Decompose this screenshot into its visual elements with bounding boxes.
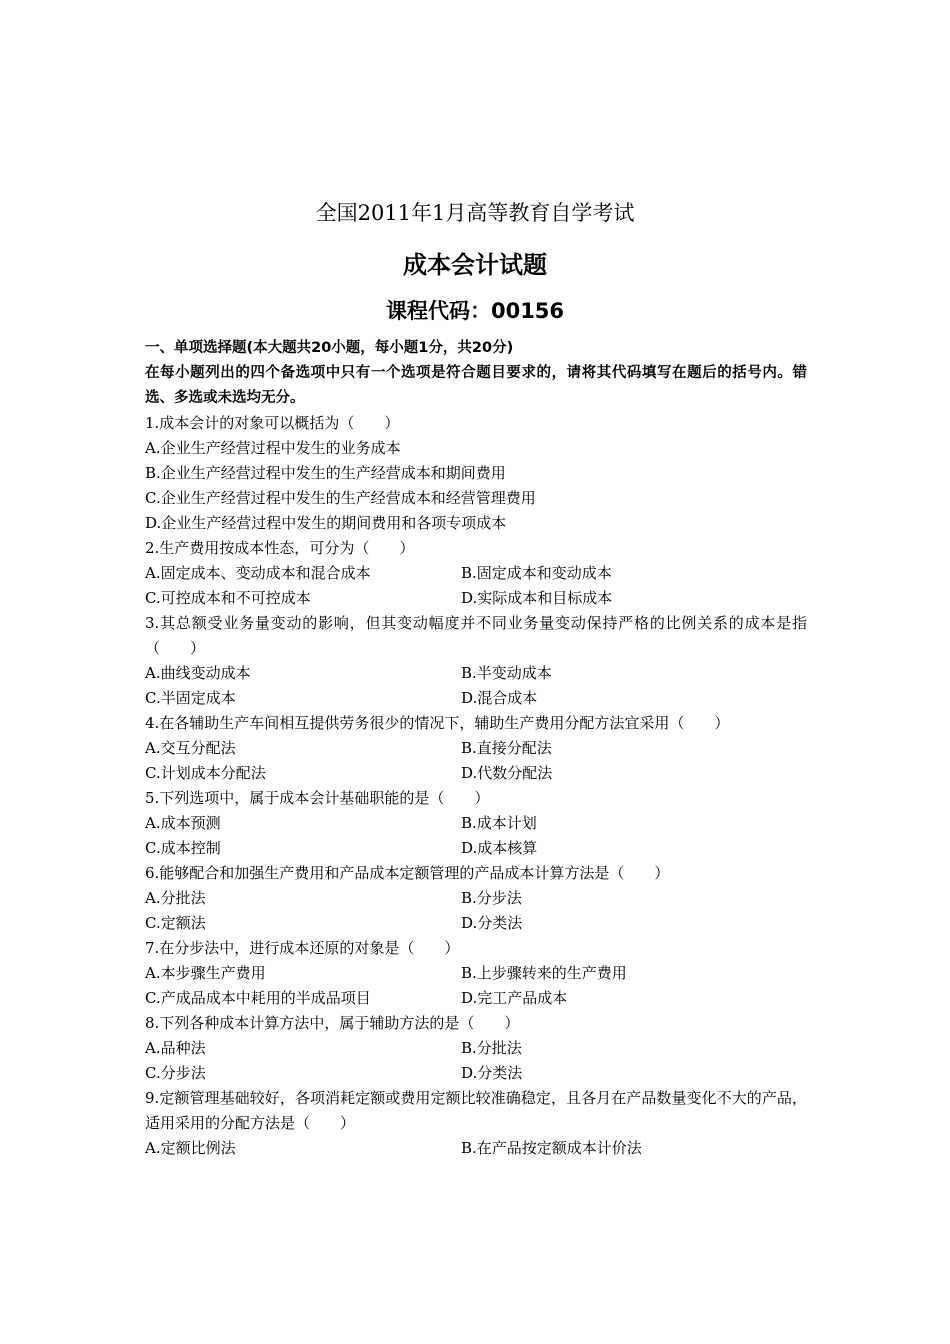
option-row [145,661,807,686]
option-c: C.计划成本分配法 [145,764,266,782]
option-row [145,1061,807,1086]
option-a: A.固定成本、变动成本和混合成本 [145,564,371,582]
option-c: C.产成品成本中耗用的半成品项目 [145,989,371,1007]
option-row [145,761,807,786]
option-d: D.完工产品成本 [461,989,568,1007]
option-row [145,811,807,836]
option-a: A.品种法 [145,1039,206,1057]
option-b: B.半变动成本 [461,664,552,682]
option-c: C.成本控制 [145,839,221,857]
option-row [145,836,807,861]
option-row [145,886,807,911]
question-stem: 1.成本会计的对象可以概括为（ ） [145,414,400,432]
option-row [145,736,807,761]
question-stem: 8.下列各种成本计算方法中，属于辅助方法的是（ ） [145,1014,520,1032]
question-stem: 3.其总额受业务量变动的影响，但其变动幅度并不同业务量变动保持严格的比例关系的成本是指（ ） [145,614,807,657]
option-a: A.交互分配法 [145,739,236,757]
option-b: B.分批法 [461,1039,522,1057]
subject-title: 成本会计试题 [403,251,547,279]
option-d: D.代数分配法 [461,764,553,782]
option-b: B.企业生产经营过程中发生的生产经营成本和期间费用 [145,464,506,482]
question-stem: 5.下列选项中，属于成本会计基础职能的是（ ） [145,789,490,807]
option-b: B.分步法 [461,889,522,907]
exam-content [145,336,807,1161]
option-d: D.混合成本 [461,689,538,707]
option-a: A.定额比例法 [145,1139,236,1157]
option-d: D.实际成本和目标成本 [461,589,613,607]
option-b: B.固定成本和变动成本 [461,564,612,582]
option-c: C.可控成本和不可控成本 [145,589,311,607]
option-a: A.本步骤生产费用 [145,964,266,982]
section-instructions: 在每小题列出的四个备选项中只有一个选项是符合题目要求的，请将其代码填写在题后的括号内。错选、多选或未选均无分。 [145,365,807,406]
option-row [145,986,807,1011]
option-row [145,561,807,586]
option-a: A.分批法 [145,889,206,907]
option-c: C.分步法 [145,1064,206,1082]
option-b: B.成本计划 [461,814,537,832]
question-stem: 6.能够配合和加强生产费用和产品成本定额管理的产品成本计算方法是（ ） [145,864,670,882]
option-d: D.分类法 [461,1064,523,1082]
option-c: C.企业生产经营过程中发生的生产经营成本和经营管理费用 [145,489,536,507]
option-a: A.成本预测 [145,814,221,832]
option-d: D.分类法 [461,914,523,932]
option-row [145,1136,807,1161]
option-c: C.定额法 [145,914,206,932]
option-d: D.企业生产经营过程中发生的期间费用和各项专项成本 [145,514,507,532]
question-stem: 4.在各辅助生产车间相互提供劳务很少的情况下，辅助生产费用分配方法宜采用（ ） [145,714,730,732]
course-code: 课程代码：00156 [385,299,565,323]
option-d: D.成本核算 [461,839,538,857]
option-b: B.直接分配法 [461,739,552,757]
exam-title: 全国2011年1月高等教育自学考试 [315,201,635,225]
option-b: B.在产品按定额成本计价法 [461,1139,642,1157]
option-row [145,586,807,611]
question-stem: 9.定额管理基础较好，各项消耗定额或费用定额比较准确稳定，且各月在产品数量变化不大的产品，适用采用的分配方法是（ ） [145,1089,807,1132]
option-a: A.企业生产经营过程中发生的业务成本 [145,439,401,457]
option-c: C.半固定成本 [145,689,236,707]
section-heading: 一、单项选择题(本大题共20小题，每小题1分，共20分) [145,340,514,356]
question-stem: 2.生产费用按成本性态，可分为（ ） [145,539,415,557]
option-row [145,1036,807,1061]
option-a: A.曲线变动成本 [145,664,251,682]
option-row [145,911,807,936]
option-row [145,961,807,986]
question-stem: 7.在分步法中，进行成本还原的对象是（ ） [145,939,460,957]
option-b: B.上步骤转来的生产费用 [461,964,627,982]
option-row [145,686,807,711]
